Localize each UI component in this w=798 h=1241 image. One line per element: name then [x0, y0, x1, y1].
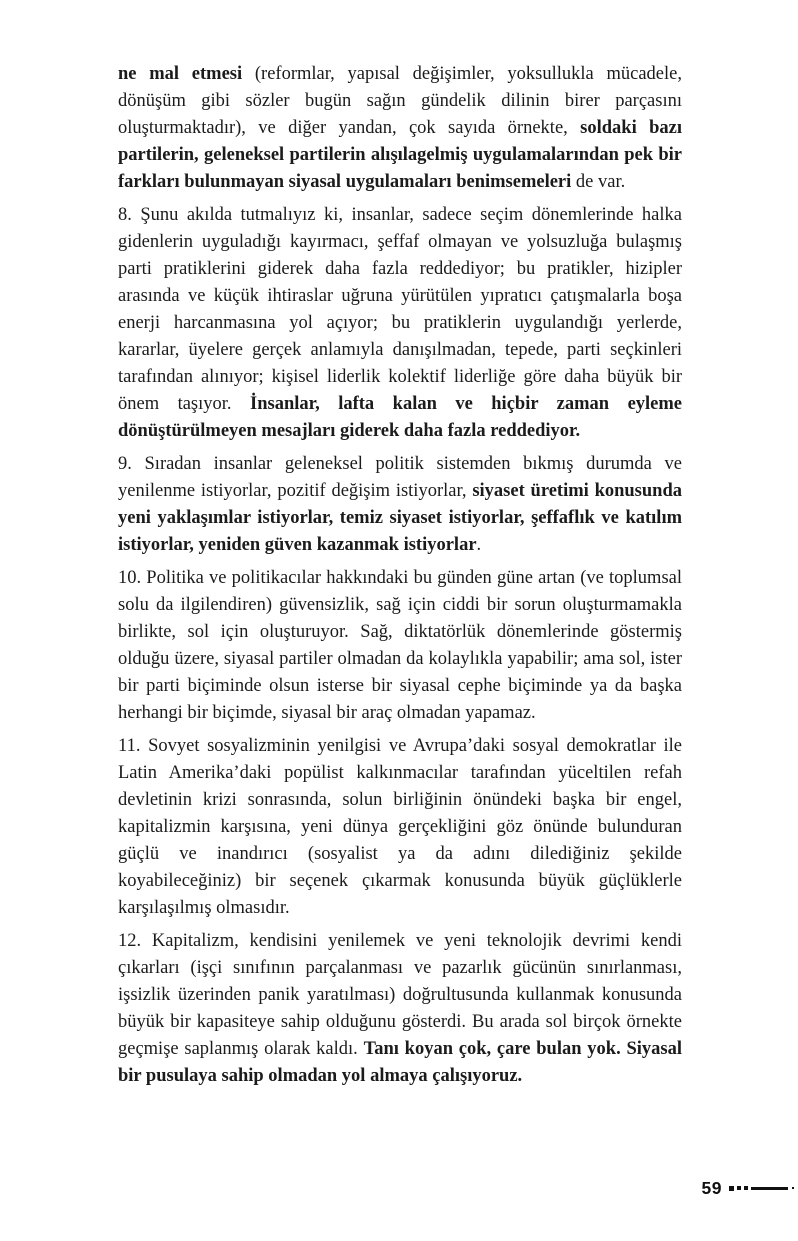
text-run: (reformlar, yapısal değişimler, yoksullukla mücadele, dönüşüm gibi sözler bugün sağın gündelik dilinin birer parçasını oluşturmaktadır), ve diğer yandan, çok sayıda örnekte,	[118, 64, 682, 138]
paragraph	[118, 733, 682, 922]
bold-text-run: siyaset üretimi konusunda yeni yaklaşımlar istiyorlar, temiz siyaset istiyorlar, şeffaflık ve katılım istiyorlar, yeniden güven kazanmak istiyorlar	[118, 481, 682, 555]
ornament-square-icon	[737, 1186, 741, 1190]
paragraph	[118, 565, 682, 727]
text-run: 10. Politika ve politikacılar hakkındaki bu günden güne artan (ve toplumsal solu da ilgilendiren) güvensizlik, sağ için ciddi bir sorun oluşturmamakla birlikte, sol için oluşturuyor. Sağ, diktatörlük dönemlerinde göstermiş olduğu üzere, siyasal partiler olmadan da kolaylıkla yapabilir; ama sol, ister bir parti biçiminde olsun isterse bir siyasal cephe biçiminde ya da başka herhangi bir biçimde, siyasal bir araç olmadan yapamaz.	[118, 568, 682, 723]
paragraph	[118, 202, 682, 445]
paragraph	[118, 928, 682, 1090]
text-run: 11. Sovyet sosyalizminin yenilgisi ve Avrupa’daki sosyal demokratlar ile Latin Amerika’daki popülist kalkınmacılar tarafından yüceltilen refah devletinin krizi sonrasında, solun birliğinin önündeki başka bir engel, kapitalizmin karşısına, yeni dünya gerçekliğini göz önünde bulunduran güçlü ve inandırıcı (sosyalist ya da adını dilediğiniz şekilde koyabileceğiniz) bir seçenek çıkarmak konusunda büyük güçlüklerle karşılaşılmış olmasıdır.	[118, 736, 682, 918]
ornament-square-icon	[729, 1186, 734, 1191]
page-number: 59	[701, 1177, 722, 1198]
text-run: 9. Sıradan insanlar geleneksel politik sistemden bıkmış durumda ve yenilenme istiyorlar, pozitif değişim istiyorlar,	[118, 454, 682, 501]
page-body	[118, 61, 682, 1096]
bold-text-run: soldaki bazı partilerin, geleneksel partilerin alışılagelmiş uygulamalarından pek bir farkları bulunmayan siyasal uygulamaları benimsemeleri	[118, 118, 682, 192]
bold-text-run: ne mal etmesi	[118, 64, 243, 84]
text-run: 8. Şunu akılda tutmalıyız ki, insanlar, sadece seçim dönemlerinde halka gidenlerin uyguladığı kayırmacı, şeffaf olmayan ve yolsuzluğa bulaşmış parti pratiklerini giderek daha fazla reddediyor; bu pratikler, hizipler arasında ve küçük ihtiraslar uğruna yürütülen yıpratıcı çatışmalarla boşa enerji harcanmasına yol açıyor; bu pratiklerin uygulandığı yerlerde, kararlar, üyelere gerçek anlamıyla danışılmadan, tepede, parti seçkinleri tarafından alınıyor; kişisel liderlik kolektif liderliğe göre daha büyük bir önem taşıyor.	[118, 205, 682, 414]
text-run: 12. Kapitalizm, kendisini yenilemek ve yeni teknolojik devrimi kendi çıkarları (işçi sınıfının parçalanması ve pazarlık gücünün sınırlanması, işsizlik üzerinden panik yaratılması) doğrultusunda kullanmak konusunda büyük bir kapasiteye sahip olduğunu gösterdi. Bu arada sol birçok örnekte geçmişe saplanmış olarak kaldı.	[118, 931, 682, 1059]
page-footer	[702, 1177, 794, 1199]
paragraph	[118, 451, 682, 559]
ornament-square-icon	[744, 1186, 748, 1190]
bold-text-run: Tanı koyan çok, çare bulan yok. Siyasal bir pusulaya sahip olmadan yol almaya çalışıyoruz.	[118, 1039, 682, 1086]
ornament-dot	[792, 1187, 794, 1189]
bold-text-run: İnsanlar, lafta kalan ve hiçbir zaman eyleme dönüştürülmeyen mesajları giderek daha fazla reddediyor.	[118, 394, 682, 441]
paragraph	[118, 61, 682, 196]
text-run: .	[476, 535, 482, 555]
text-run: de var.	[571, 172, 626, 192]
footer-ornament	[729, 1186, 794, 1191]
ornament-rule	[751, 1187, 788, 1190]
